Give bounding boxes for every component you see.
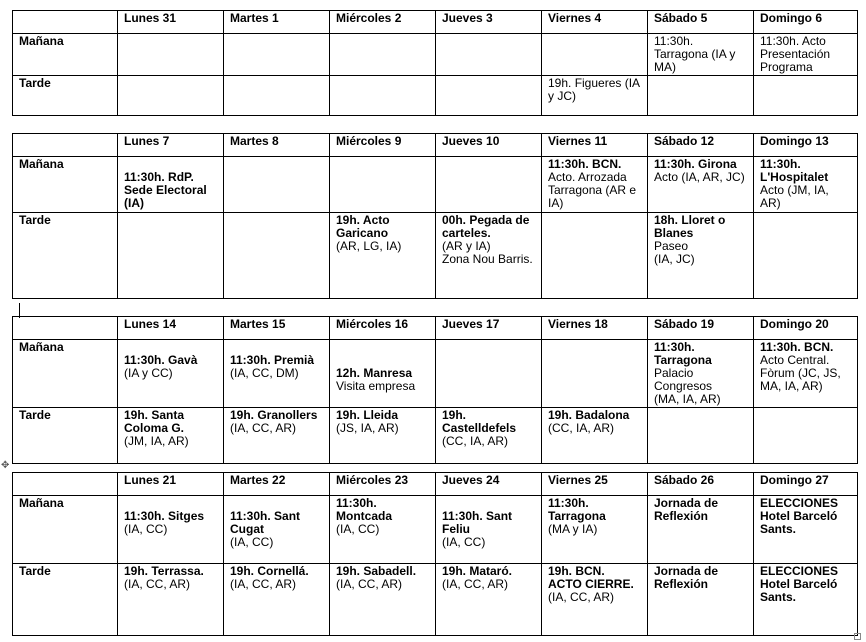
event-cell <box>648 564 754 636</box>
event-detail: (IA, CC, AR) <box>230 577 297 591</box>
event-detail: 19h. Figueres (IA y JC) <box>548 76 640 103</box>
event-cell <box>436 408 542 464</box>
day-header: Martes 8 <box>224 134 330 157</box>
event-title: 11:30h. Tarragona <box>654 340 712 367</box>
week-table <box>12 316 858 464</box>
event-cell <box>224 340 330 408</box>
event-detail: (MA, IA, AR) <box>654 392 721 406</box>
event-cell <box>330 340 436 408</box>
day-header: Viernes 4 <box>542 11 648 34</box>
event-title: 11:30h. Montcada <box>336 496 393 523</box>
event-cell <box>542 76 648 116</box>
event-cell <box>436 34 542 76</box>
day-header: Miércoles 23 <box>330 473 436 496</box>
event-cell <box>436 157 542 213</box>
event-detail: Tarragona (IA y MA) <box>654 47 736 74</box>
event-detail: (AR, LG, IA) <box>336 239 402 253</box>
event-detail: (IA, CC, AR) <box>336 577 403 591</box>
event-title: 11:30h. Tarragona <box>548 496 606 523</box>
event-cell <box>754 340 858 408</box>
event-title: 11:30h. RdP. Sede Electoral (IA) <box>124 170 207 210</box>
day-header: Viernes 25 <box>542 473 648 496</box>
event-detail: (CC, IA, AR) <box>442 434 509 448</box>
event-cell <box>118 408 224 464</box>
event-title: 12h. Manresa <box>336 366 413 380</box>
event-cell <box>648 408 754 464</box>
day-header: Miércoles 2 <box>330 11 436 34</box>
event-cell <box>754 213 858 299</box>
event-cell <box>224 76 330 116</box>
event-detail: (IA, CC, AR) <box>442 577 509 591</box>
event-cell <box>224 213 330 299</box>
event-detail: Paseo <box>654 239 689 253</box>
event-title: 19h. Acto Garicano <box>336 213 390 240</box>
week-table <box>12 472 858 636</box>
event-detail: Acto. Arrozada Tarragona (AR e IA) <box>548 170 637 210</box>
event-cell <box>224 408 330 464</box>
event-title: 19h. Lleida <box>336 408 399 422</box>
day-header: Jueves 17 <box>436 317 542 340</box>
day-header: Martes 1 <box>224 11 330 34</box>
event-detail: (CC, IA, AR) <box>548 421 615 435</box>
event-cell <box>542 34 648 76</box>
day-header: Jueves 10 <box>436 134 542 157</box>
day-header: Domingo 27 <box>754 473 858 496</box>
event-detail: (IA, CC, AR) <box>124 577 191 591</box>
event-cell <box>754 408 858 464</box>
day-header: Sábado 12 <box>648 134 754 157</box>
corner-cell <box>13 317 118 340</box>
row-label-afternoon: Tarde <box>13 408 118 464</box>
event-title: 11:30h. L'Hospitalet <box>760 157 829 184</box>
event-cell <box>648 34 754 76</box>
day-header: Sábado 19 <box>648 317 754 340</box>
event-detail: (JM, IA, AR) <box>124 434 189 448</box>
event-title: 19h. Granollers <box>230 408 318 422</box>
day-header: Domingo 6 <box>754 11 858 34</box>
move-handle-icon[interactable]: ✥ <box>1 460 10 471</box>
blank-line <box>336 341 429 354</box>
event-cell <box>542 408 648 464</box>
event-title: 11:30h. Sitges <box>124 509 205 523</box>
event-title: 19h. BCN. ACTO CIERRE. <box>548 564 634 591</box>
event-title: 19h. Castelldefels <box>442 408 517 435</box>
event-title: 11:30h. Sant Feliu <box>442 509 513 536</box>
day-header: Lunes 31 <box>118 11 224 34</box>
event-cell <box>330 408 436 464</box>
week-table <box>12 133 858 299</box>
event-detail: (IA, CC, DM) <box>230 366 299 380</box>
table-divider-mark <box>19 303 20 318</box>
week-table <box>12 10 858 116</box>
resize-handle-icon[interactable] <box>854 633 861 640</box>
event-cell <box>542 564 648 636</box>
event-title: 11:30h. Premià <box>230 353 315 367</box>
event-cell <box>224 34 330 76</box>
event-cell <box>330 213 436 299</box>
event-title: 19h. Badalona <box>548 408 630 422</box>
event-cell <box>118 340 224 408</box>
event-cell <box>542 496 648 564</box>
day-header: Lunes 21 <box>118 473 224 496</box>
event-cell <box>542 157 648 213</box>
event-detail: (IA, CC, AR) <box>548 590 615 604</box>
day-header: Domingo 20 <box>754 317 858 340</box>
day-header: Viernes 18 <box>542 317 648 340</box>
row-label-morning: Mañana <box>13 157 118 213</box>
event-detail: 11:30h. <box>654 34 694 48</box>
event-detail: (IA y CC) <box>124 366 173 380</box>
day-header: Jueves 24 <box>436 473 542 496</box>
event-title: 00h. Pegada de carteles. <box>442 213 530 240</box>
event-detail: Acto (IA, AR, JC) <box>654 170 745 184</box>
event-detail: (IA, CC, AR) <box>230 421 297 435</box>
event-cell <box>118 496 224 564</box>
event-detail: Palacio Congresos <box>654 366 713 393</box>
corner-cell <box>13 473 118 496</box>
event-cell <box>754 496 858 564</box>
event-cell <box>648 340 754 408</box>
event-cell <box>224 496 330 564</box>
event-cell <box>542 340 648 408</box>
event-cell <box>224 564 330 636</box>
event-detail: Zona Nou Barris. <box>442 252 533 266</box>
event-cell <box>754 34 858 76</box>
day-header: Domingo 13 <box>754 134 858 157</box>
corner-cell <box>13 11 118 34</box>
event-cell <box>648 157 754 213</box>
event-cell <box>118 564 224 636</box>
event-title: Jornada de Reflexión <box>654 496 719 523</box>
event-detail: Visita empresa <box>336 379 416 393</box>
row-label-afternoon: Tarde <box>13 213 118 299</box>
day-header: Miércoles 9 <box>330 134 436 157</box>
event-detail: (JS, IA, AR) <box>336 421 399 435</box>
event-title: Jornada de Reflexión <box>654 564 719 591</box>
day-header: Viernes 11 <box>542 134 648 157</box>
event-title: 11:30h. Sant Cugat <box>230 509 301 536</box>
day-header: Lunes 7 <box>118 134 224 157</box>
day-header: Lunes 14 <box>118 317 224 340</box>
day-header: Martes 15 <box>224 317 330 340</box>
event-detail: (IA, JC) <box>654 252 695 266</box>
event-title: 19h. Mataró. <box>442 564 513 578</box>
event-cell <box>118 34 224 76</box>
event-detail: (IA, CC) <box>442 535 486 549</box>
event-cell <box>224 157 330 213</box>
event-detail: (AR y IA) <box>442 239 491 253</box>
event-cell <box>118 157 224 213</box>
event-cell <box>330 564 436 636</box>
event-cell <box>436 564 542 636</box>
event-title: 11:30h. BCN. <box>760 340 834 354</box>
event-cell <box>648 213 754 299</box>
event-cell <box>330 496 436 564</box>
event-cell <box>436 76 542 116</box>
row-label-afternoon: Tarde <box>13 564 118 636</box>
event-title: 19h. Sabadell. <box>336 564 417 578</box>
event-title: 19h. Santa Coloma G. <box>124 408 185 435</box>
event-title: 11:30h. BCN. <box>548 157 622 171</box>
event-cell <box>648 496 754 564</box>
event-detail: (MA y IA) <box>548 522 598 536</box>
day-header: Sábado 26 <box>648 473 754 496</box>
event-detail: Acto (JM, IA, AR) <box>760 183 829 210</box>
event-cell <box>754 76 858 116</box>
event-cell <box>436 340 542 408</box>
row-label-afternoon: Tarde <box>13 76 118 116</box>
event-cell <box>118 76 224 116</box>
day-header: Sábado 5 <box>648 11 754 34</box>
day-header: Martes 22 <box>224 473 330 496</box>
event-cell <box>648 76 754 116</box>
event-cell <box>118 213 224 299</box>
row-label-morning: Mañana <box>13 34 118 76</box>
event-detail: (IA, CC) <box>230 535 274 549</box>
row-label-morning: Mañana <box>13 496 118 564</box>
event-cell <box>436 213 542 299</box>
event-title: 19h. Terrassa. <box>124 564 204 578</box>
event-detail: Acto Central. Fòrum (JC, JS, MA, IA, AR) <box>760 353 841 393</box>
event-cell <box>542 213 648 299</box>
event-cell <box>330 76 436 116</box>
event-detail: (IA, CC) <box>124 522 168 536</box>
event-title: ELECCIONES Hotel Barceló Sants. <box>760 496 839 536</box>
corner-cell <box>13 134 118 157</box>
event-cell <box>330 34 436 76</box>
day-header: Miércoles 16 <box>330 317 436 340</box>
event-title: 11:30h. Girona <box>654 157 737 171</box>
row-label-morning: Mañana <box>13 340 118 408</box>
day-header: Jueves 3 <box>436 11 542 34</box>
event-title: 18h. Lloret o Blanes <box>654 213 726 240</box>
event-title: 11:30h. Gavà <box>124 353 198 367</box>
event-cell <box>754 157 858 213</box>
event-title: ELECCIONES Hotel Barceló Sants. <box>760 564 839 604</box>
event-detail: 11:30h. Acto Presentación Programa <box>760 34 831 74</box>
event-cell <box>754 564 858 636</box>
event-title: 19h. Cornellá. <box>230 564 309 578</box>
event-cell <box>330 157 436 213</box>
event-detail: (IA, CC) <box>336 522 380 536</box>
event-cell <box>436 496 542 564</box>
